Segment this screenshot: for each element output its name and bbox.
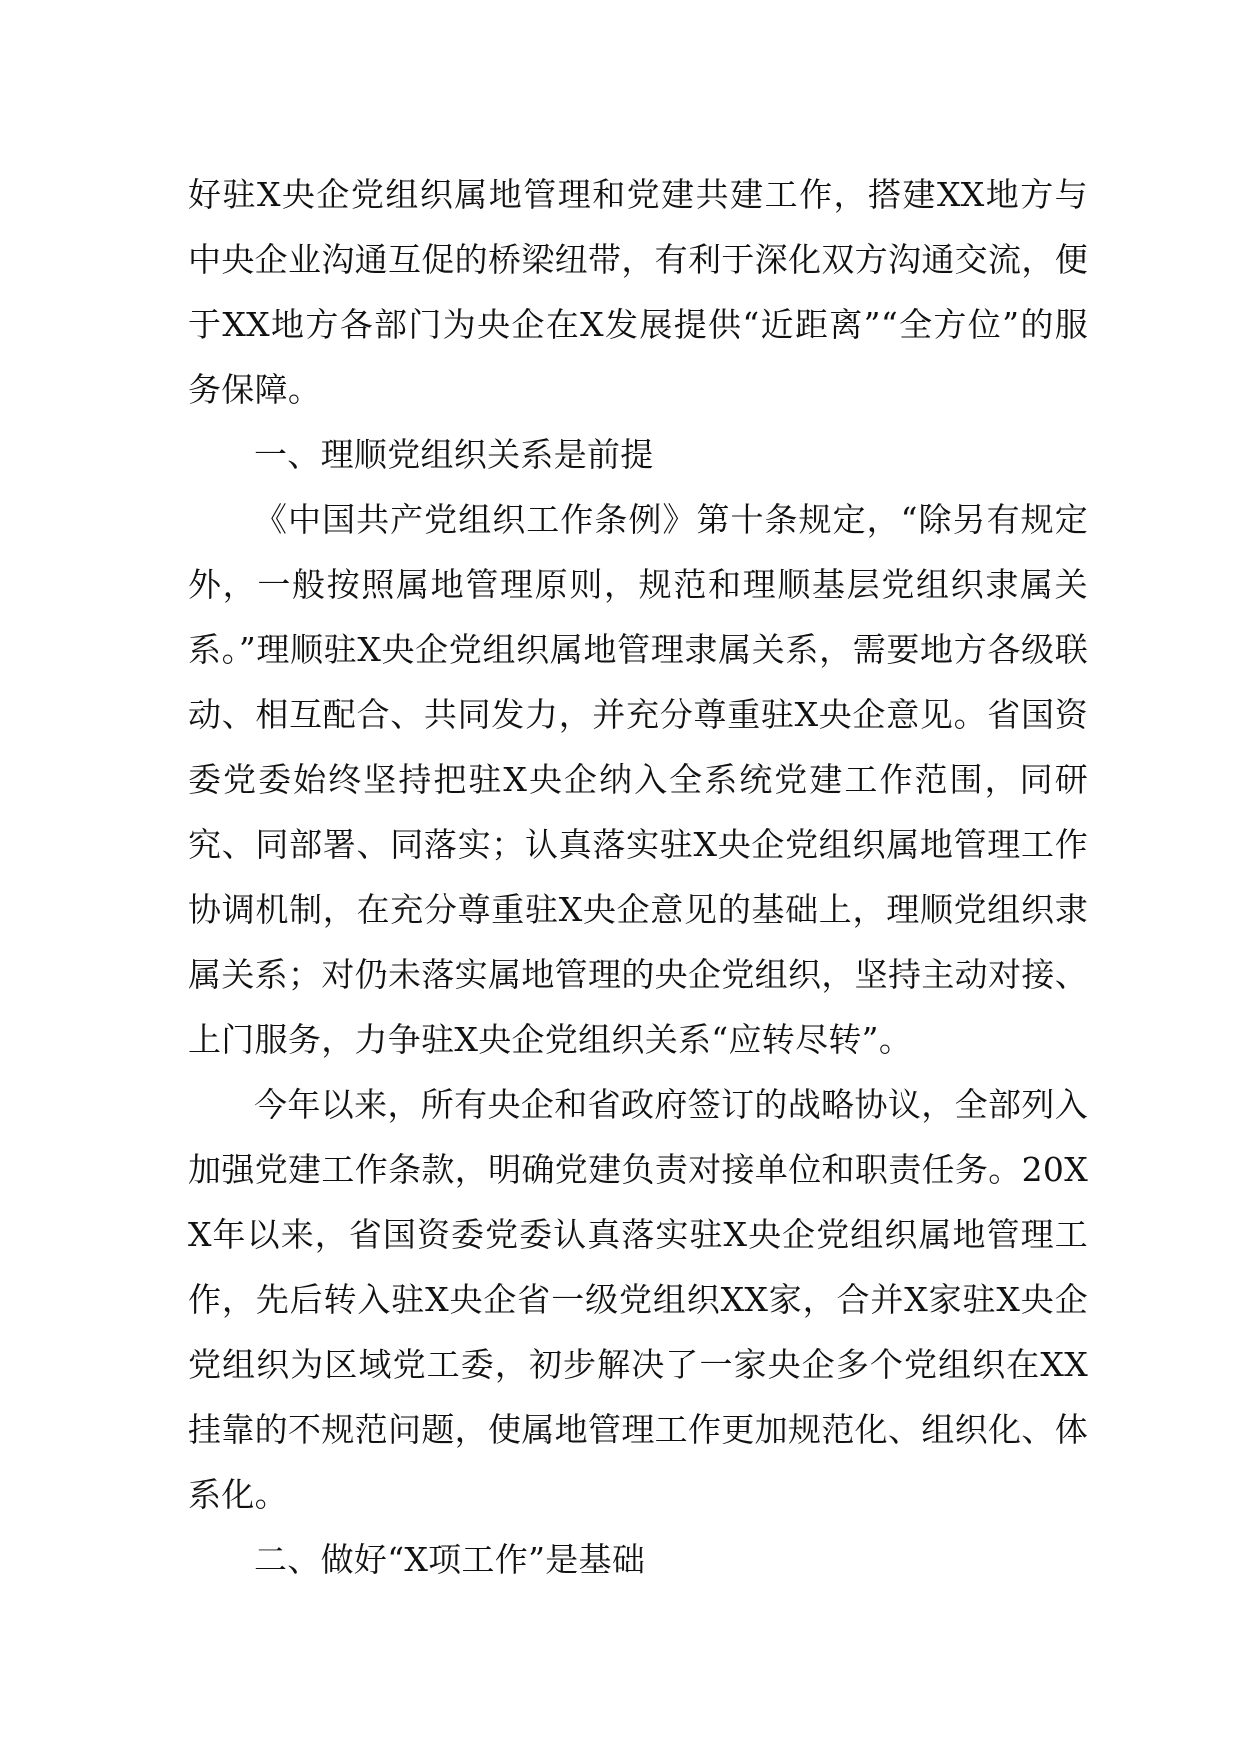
document-page [188,162,1088,1592]
section-heading: 二、做好“X项工作”是基础 [254,1540,646,1579]
body-paragraph: 好驻X央企党组织属地管理和党建共建工作，搭建XX地方与中央企业沟通互促的桥梁纽带，有利于深化双方沟通交流，便于XX地方各部门为央企在X发展提供“近距离”“全方位”的服务保障。 [188,175,1088,409]
section-heading: 一、理顺党组织关系是前提 [254,435,654,474]
body-paragraph: 《中国共产党组织工作条例》第十条规定，“除另有规定外，一般按照属地管理原则，规范和理顺基层党组织隶属关系。”理顺驻X央企党组织属地管理隶属关系，需要地方各级联动、相互配合、共同发力，并充分尊重驻X央企意见。省国资委党委始终坚持把驻X央企纳入全系统党建工作范围，同研究、同部署、同落实；认真落实驻X央企党组织属地管理工作协调机制，在充分尊重驻X央企意见的基础上，理顺党组织隶属关系；对仍未落实属地管理的央企党组织，坚持主动对接、上门服务，力争驻X央企党组织关系“应转尽转”。 [188,500,1088,1059]
body-paragraph: 今年以来，所有央企和省政府签订的战略协议，全部列入加强党建工作条款，明确党建负责对接单位和职责任务。20XX年以来，省国资委党委认真落实驻X央企党组织属地管理工作，先后转入驻X央企省一级党组织XX家，合并X家驻X央企党组织为区域党工委，初步解决了一家央企多个党组织在XX挂靠的不规范问题，使属地管理工作更加规范化、组织化、体系化。 [188,1085,1088,1514]
